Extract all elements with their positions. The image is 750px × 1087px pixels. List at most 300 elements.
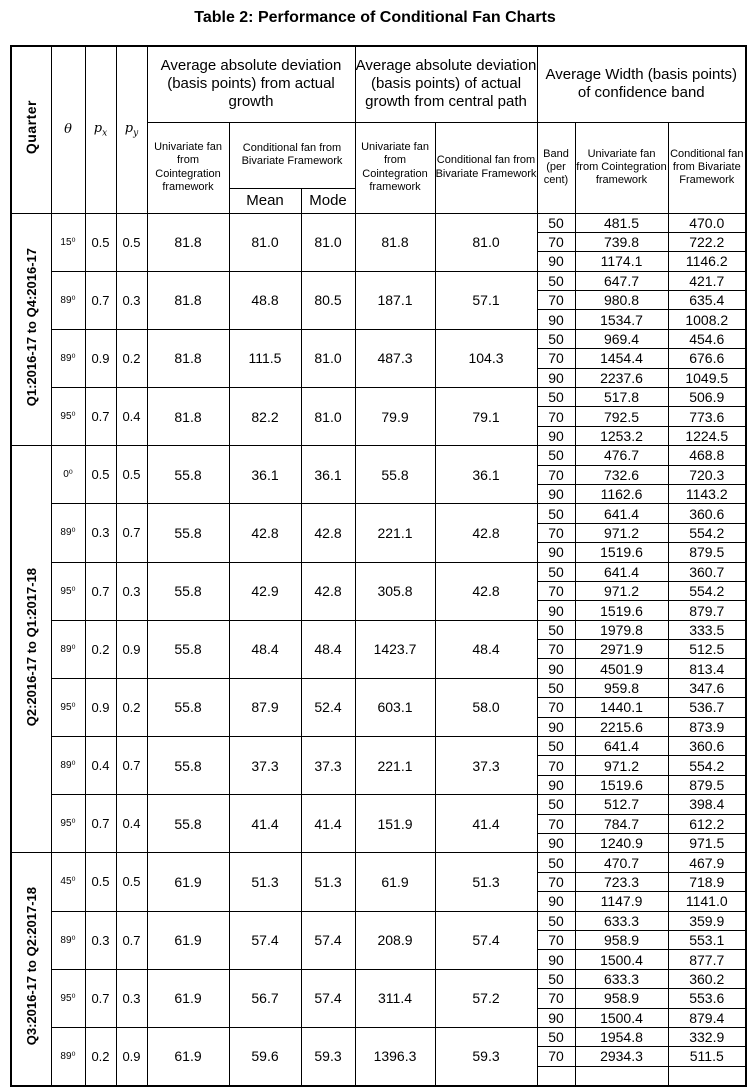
aad-mean-cell: 87.9 bbox=[229, 678, 301, 736]
band-row bbox=[11, 911, 746, 930]
aad-univariate-cell: 61.9 bbox=[147, 1027, 229, 1085]
px-cell: 0.7 bbox=[85, 795, 116, 853]
width-univariate-cell: 971.2 bbox=[575, 523, 668, 542]
aad-mean-cell: 51.3 bbox=[229, 853, 301, 911]
central-univariate-cell: 187.1 bbox=[355, 271, 435, 329]
table-title: Table 2: Performance of Conditional Fan Charts bbox=[194, 9, 556, 26]
aad-mean-cell: 42.9 bbox=[229, 562, 301, 620]
band-percent-cell: 90 bbox=[537, 1008, 575, 1027]
band-percent-cell: 90 bbox=[537, 775, 575, 794]
width-conditional-cell: 676.6 bbox=[668, 349, 746, 368]
central-univariate-cell: 151.9 bbox=[355, 795, 435, 853]
px-cell: 0.7 bbox=[85, 271, 116, 329]
band-percent-cell: 50 bbox=[537, 853, 575, 872]
band-percent-cell: 50 bbox=[537, 1027, 575, 1046]
px-base: p bbox=[93, 120, 103, 136]
width-conditional-cell: 347.6 bbox=[668, 678, 746, 697]
width-conditional-cell: 468.8 bbox=[668, 446, 746, 465]
px-cell: 0.3 bbox=[85, 911, 116, 969]
theta-cell: 89⁰ bbox=[51, 1027, 85, 1085]
aad-actual-growth-group-header: Average absolute deviation (basis points) from actual growth bbox=[147, 46, 355, 122]
width-univariate-cell: 481.5 bbox=[575, 213, 668, 232]
width-conditional-cell: 1049.5 bbox=[668, 368, 746, 387]
band-row bbox=[11, 388, 746, 407]
central-univariate-cell: 1423.7 bbox=[355, 620, 435, 678]
width-conditional-cell: 612.2 bbox=[668, 814, 746, 833]
width-conditional-cell: 873.9 bbox=[668, 717, 746, 736]
py-cell: 0.2 bbox=[116, 329, 147, 387]
band-row bbox=[11, 504, 746, 523]
central-conditional-cell: 48.4 bbox=[435, 620, 537, 678]
header-row-groups bbox=[11, 46, 746, 122]
mode-header: Mode bbox=[301, 188, 355, 213]
aad-mean-cell: 59.6 bbox=[229, 1027, 301, 1085]
width-univariate-cell: 1240.9 bbox=[575, 834, 668, 853]
central-univariate-cell: 1396.3 bbox=[355, 1027, 435, 1085]
band-row bbox=[11, 620, 746, 639]
band-percent-cell: 70 bbox=[537, 581, 575, 600]
central-conditional-cell: 42.8 bbox=[435, 562, 537, 620]
aad-univariate-cell: 55.8 bbox=[147, 504, 229, 562]
quarter-label: Q1:2016-17 to Q4:2016-17 bbox=[23, 247, 39, 406]
width-conditional-cell: 333.5 bbox=[668, 620, 746, 639]
width-univariate-cell: 958.9 bbox=[575, 930, 668, 949]
band-percent-cell: 50 bbox=[537, 329, 575, 348]
py-cell: 0.4 bbox=[116, 388, 147, 446]
theta-cell: 89⁰ bbox=[51, 504, 85, 562]
band-percent-cell: 70 bbox=[537, 814, 575, 833]
width-conditional-cell: 553.1 bbox=[668, 930, 746, 949]
width-univariate-cell: 641.4 bbox=[575, 562, 668, 581]
band-percent-cell: 50 bbox=[537, 388, 575, 407]
theta-cell: 95⁰ bbox=[51, 969, 85, 1027]
band-percent-cell: 50 bbox=[537, 562, 575, 581]
theta-cell: 89⁰ bbox=[51, 271, 85, 329]
width-univariate-cell: 1954.8 bbox=[575, 1027, 668, 1046]
quarter-cell bbox=[11, 853, 51, 1086]
band-percent-cell: 90 bbox=[537, 601, 575, 620]
py-cell: 0.5 bbox=[116, 446, 147, 504]
band-percent-cell: 50 bbox=[537, 446, 575, 465]
width-univariate-cell: 723.3 bbox=[575, 872, 668, 891]
width-conditional-cell: 773.6 bbox=[668, 407, 746, 426]
aad-mode-cell: 81.0 bbox=[301, 329, 355, 387]
aad-mode-cell: 42.8 bbox=[301, 504, 355, 562]
py-cell: 0.3 bbox=[116, 969, 147, 1027]
central-conditional-cell: 42.8 bbox=[435, 504, 537, 562]
width-univariate-cell: 1174.1 bbox=[575, 252, 668, 271]
aad-mean-cell: 48.8 bbox=[229, 271, 301, 329]
central-conditional-header: Conditional fan from Bivariate Framework bbox=[435, 122, 537, 213]
band-percent-cell: 50 bbox=[537, 969, 575, 988]
band-percent-cell: 90 bbox=[537, 717, 575, 736]
width-conditional-cell: 398.4 bbox=[668, 795, 746, 814]
width-univariate-cell: 1162.6 bbox=[575, 484, 668, 503]
quarter-cell bbox=[11, 213, 51, 446]
width-conditional-cell: 879.5 bbox=[668, 775, 746, 794]
width-univariate-cell: 2237.6 bbox=[575, 368, 668, 387]
py-cell: 0.7 bbox=[116, 911, 147, 969]
central-conditional-cell: 37.3 bbox=[435, 737, 537, 795]
aad-mode-cell: 41.4 bbox=[301, 795, 355, 853]
px-cell: 0.5 bbox=[85, 446, 116, 504]
width-conditional-cell: 360.7 bbox=[668, 562, 746, 581]
aad-mode-cell: 48.4 bbox=[301, 620, 355, 678]
width-univariate-cell: 1253.2 bbox=[575, 426, 668, 445]
width-conditional-cell: 553.6 bbox=[668, 989, 746, 1008]
band-percent-cell: 50 bbox=[537, 795, 575, 814]
aad-central-path-group-header: Average absolute deviation (basis points) of actual growth from central path bbox=[355, 46, 537, 122]
width-univariate-cell: 784.7 bbox=[575, 814, 668, 833]
central-univariate-cell: 487.3 bbox=[355, 329, 435, 387]
width-univariate-cell: 2934.3 bbox=[575, 1047, 668, 1066]
band-percent-cell: 70 bbox=[537, 756, 575, 775]
band-percent-cell: 50 bbox=[537, 213, 575, 232]
px-cell: 0.7 bbox=[85, 969, 116, 1027]
band-row bbox=[11, 446, 746, 465]
band-percent-cell: 70 bbox=[537, 930, 575, 949]
width-univariate-cell: 633.3 bbox=[575, 911, 668, 930]
aad-conditional-header: Conditional fan from Bivariate Framework bbox=[229, 122, 355, 188]
band-percent-cell: 50 bbox=[537, 271, 575, 290]
width-conditional-cell: 332.9 bbox=[668, 1027, 746, 1046]
band-percent-cell: 70 bbox=[537, 1047, 575, 1066]
py-column-header bbox=[116, 46, 147, 213]
aad-mean-cell: 111.5 bbox=[229, 329, 301, 387]
width-conditional-cell: 360.6 bbox=[668, 504, 746, 523]
width-conditional-cell: 877.7 bbox=[668, 950, 746, 969]
width-univariate-cell: 647.7 bbox=[575, 271, 668, 290]
band-row bbox=[11, 853, 746, 872]
band-row bbox=[11, 271, 746, 290]
band-percent-cell: 70 bbox=[537, 232, 575, 251]
px-cell: 0.5 bbox=[85, 853, 116, 911]
py-subscript: y bbox=[133, 128, 139, 139]
band-row bbox=[11, 213, 746, 232]
aad-mode-cell: 52.4 bbox=[301, 678, 355, 736]
width-univariate-cell: 641.4 bbox=[575, 504, 668, 523]
py-cell: 0.3 bbox=[116, 271, 147, 329]
theta-cell: 95⁰ bbox=[51, 562, 85, 620]
band-percent-cell: 70 bbox=[537, 349, 575, 368]
aad-mode-cell: 81.0 bbox=[301, 213, 355, 271]
conditional-fan-charts-table bbox=[10, 45, 747, 1087]
aad-mean-cell: 48.4 bbox=[229, 620, 301, 678]
band-percent-cell: 50 bbox=[537, 678, 575, 697]
central-univariate-cell: 221.1 bbox=[355, 737, 435, 795]
width-conditional-cell: 554.2 bbox=[668, 523, 746, 542]
width-univariate-cell: 739.8 bbox=[575, 232, 668, 251]
central-univariate-cell: 305.8 bbox=[355, 562, 435, 620]
theta-cell: 89⁰ bbox=[51, 620, 85, 678]
central-univariate-cell: 79.9 bbox=[355, 388, 435, 446]
aad-mean-cell: 82.2 bbox=[229, 388, 301, 446]
width-univariate-cell: 517.8 bbox=[575, 388, 668, 407]
width-univariate-cell: 4501.9 bbox=[575, 659, 668, 678]
width-univariate-cell: 2971.9 bbox=[575, 640, 668, 659]
aad-mode-cell: 51.3 bbox=[301, 853, 355, 911]
width-conditional-cell: 720.3 bbox=[668, 465, 746, 484]
band-percent-cell: 90 bbox=[537, 426, 575, 445]
band-percent-cell: 70 bbox=[537, 465, 575, 484]
aad-univariate-cell: 61.9 bbox=[147, 969, 229, 1027]
central-conditional-cell: 59.3 bbox=[435, 1027, 537, 1085]
band-percent-cell: 90 bbox=[537, 834, 575, 853]
theta-column-header: θ bbox=[51, 46, 85, 213]
aad-univariate-cell: 81.8 bbox=[147, 329, 229, 387]
width-conditional-cell: 421.7 bbox=[668, 271, 746, 290]
py-cell: 0.7 bbox=[116, 737, 147, 795]
quarter-cell bbox=[11, 446, 51, 853]
band-row bbox=[11, 1027, 746, 1046]
px-cell: 0.3 bbox=[85, 504, 116, 562]
width-univariate-cell: 470.7 bbox=[575, 853, 668, 872]
quarter-label: Q2:2016-17 to Q1:2017-18 bbox=[23, 567, 39, 726]
aad-univariate-cell: 55.8 bbox=[147, 795, 229, 853]
width-conditional-cell: 1143.2 bbox=[668, 484, 746, 503]
central-conditional-cell: 36.1 bbox=[435, 446, 537, 504]
table-body bbox=[11, 213, 746, 1086]
width-univariate-cell: 633.3 bbox=[575, 969, 668, 988]
width-conditional-cell: 813.4 bbox=[668, 659, 746, 678]
band-percent-cell bbox=[537, 1066, 575, 1085]
aad-mode-cell: 36.1 bbox=[301, 446, 355, 504]
width-univariate-cell: 980.8 bbox=[575, 291, 668, 310]
width-conditional-cell: 635.4 bbox=[668, 291, 746, 310]
band-percent-cell: 90 bbox=[537, 892, 575, 911]
aad-univariate-cell: 55.8 bbox=[147, 620, 229, 678]
aad-univariate-cell: 81.8 bbox=[147, 388, 229, 446]
py-cell: 0.9 bbox=[116, 620, 147, 678]
theta-cell: 95⁰ bbox=[51, 388, 85, 446]
quarter-column-header bbox=[11, 46, 51, 213]
aad-mode-cell: 80.5 bbox=[301, 271, 355, 329]
band-percent-cell: 90 bbox=[537, 543, 575, 562]
py-cell: 0.7 bbox=[116, 504, 147, 562]
width-conditional-cell: 718.9 bbox=[668, 872, 746, 891]
width-univariate-cell: 959.8 bbox=[575, 678, 668, 697]
central-univariate-cell: 81.8 bbox=[355, 213, 435, 271]
central-univariate-cell: 208.9 bbox=[355, 911, 435, 969]
central-conditional-cell: 104.3 bbox=[435, 329, 537, 387]
band-percent-cell: 70 bbox=[537, 291, 575, 310]
px-cell: 0.9 bbox=[85, 329, 116, 387]
width-univariate-cell: 732.6 bbox=[575, 465, 668, 484]
py-cell: 0.4 bbox=[116, 795, 147, 853]
band-percent-cell: 90 bbox=[537, 368, 575, 387]
px-cell: 0.2 bbox=[85, 620, 116, 678]
width-conditional-cell: 512.5 bbox=[668, 640, 746, 659]
band-row bbox=[11, 678, 746, 697]
quarter-label: Q3:2016-17 to Q2:2017-18 bbox=[23, 887, 39, 1046]
width-conditional-cell: 1008.2 bbox=[668, 310, 746, 329]
width-conditional-cell: 1224.5 bbox=[668, 426, 746, 445]
band-row bbox=[11, 562, 746, 581]
width-univariate-cell: 1519.6 bbox=[575, 543, 668, 562]
width-conditional-cell: 467.9 bbox=[668, 853, 746, 872]
aad-mode-cell: 81.0 bbox=[301, 388, 355, 446]
quarter-header-label: Quarter bbox=[23, 100, 40, 155]
central-conditional-cell: 58.0 bbox=[435, 678, 537, 736]
width-conditional-cell: 359.9 bbox=[668, 911, 746, 930]
width-univariate-cell: 969.4 bbox=[575, 329, 668, 348]
table-header bbox=[11, 46, 746, 213]
theta-cell: 95⁰ bbox=[51, 795, 85, 853]
width-univariate-header: Univariate fan from Cointegration framework bbox=[575, 122, 668, 213]
aad-mode-cell: 37.3 bbox=[301, 737, 355, 795]
theta-cell: 89⁰ bbox=[51, 911, 85, 969]
width-conditional-cell: 360.6 bbox=[668, 737, 746, 756]
width-conditional-cell: 360.2 bbox=[668, 969, 746, 988]
central-conditional-cell: 79.1 bbox=[435, 388, 537, 446]
aad-mean-cell: 36.1 bbox=[229, 446, 301, 504]
central-conditional-cell: 57.4 bbox=[435, 911, 537, 969]
px-cell: 0.9 bbox=[85, 678, 116, 736]
central-conditional-cell: 57.2 bbox=[435, 969, 537, 1027]
band-percent-cell: 70 bbox=[537, 640, 575, 659]
width-conditional-cell: 971.5 bbox=[668, 834, 746, 853]
central-conditional-cell: 51.3 bbox=[435, 853, 537, 911]
central-univariate-cell: 61.9 bbox=[355, 853, 435, 911]
mean-header: Mean bbox=[229, 188, 301, 213]
central-univariate-cell: 603.1 bbox=[355, 678, 435, 736]
px-cell: 0.4 bbox=[85, 737, 116, 795]
px-cell: 0.7 bbox=[85, 562, 116, 620]
band-percent-cell: 90 bbox=[537, 252, 575, 271]
py-cell: 0.5 bbox=[116, 213, 147, 271]
band-percent-cell: 50 bbox=[537, 911, 575, 930]
width-univariate-cell: 2215.6 bbox=[575, 717, 668, 736]
width-univariate-cell: 971.2 bbox=[575, 756, 668, 775]
px-column-header bbox=[85, 46, 116, 213]
theta-cell: 89⁰ bbox=[51, 737, 85, 795]
aad-mode-cell: 57.4 bbox=[301, 911, 355, 969]
aad-mode-cell: 59.3 bbox=[301, 1027, 355, 1085]
py-base: p bbox=[124, 120, 134, 136]
py-cell: 0.3 bbox=[116, 562, 147, 620]
width-conditional-cell: 536.7 bbox=[668, 698, 746, 717]
band-percent-header: Band (per cent) bbox=[537, 122, 575, 213]
py-cell: 0.5 bbox=[116, 853, 147, 911]
width-univariate-cell: 1500.4 bbox=[575, 1008, 668, 1027]
width-conditional-cell: 554.2 bbox=[668, 581, 746, 600]
width-conditional-cell: 879.4 bbox=[668, 1008, 746, 1027]
theta-cell: 0⁰ bbox=[51, 446, 85, 504]
band-percent-cell: 70 bbox=[537, 989, 575, 1008]
band-percent-cell: 90 bbox=[537, 484, 575, 503]
theta-cell: 45⁰ bbox=[51, 853, 85, 911]
aad-mode-cell: 57.4 bbox=[301, 969, 355, 1027]
central-conditional-cell: 81.0 bbox=[435, 213, 537, 271]
width-univariate-cell: 641.4 bbox=[575, 737, 668, 756]
band-row bbox=[11, 329, 746, 348]
width-conditional-header: Conditional fan from Bivariate Framework bbox=[668, 122, 746, 213]
band-percent-cell: 70 bbox=[537, 407, 575, 426]
width-conditional-cell: 554.2 bbox=[668, 756, 746, 775]
width-univariate-cell: 1500.4 bbox=[575, 950, 668, 969]
width-univariate-cell: 512.7 bbox=[575, 795, 668, 814]
band-percent-cell: 70 bbox=[537, 698, 575, 717]
width-univariate-cell: 971.2 bbox=[575, 581, 668, 600]
aad-univariate-cell: 55.8 bbox=[147, 737, 229, 795]
py-cell: 0.2 bbox=[116, 678, 147, 736]
width-univariate-cell: 1454.4 bbox=[575, 349, 668, 368]
aad-mean-cell: 56.7 bbox=[229, 969, 301, 1027]
width-conditional-cell: 1141.0 bbox=[668, 892, 746, 911]
width-univariate-cell: 1519.6 bbox=[575, 775, 668, 794]
width-univariate-cell: 1147.9 bbox=[575, 892, 668, 911]
theta-cell: 89⁰ bbox=[51, 329, 85, 387]
aad-mean-cell: 42.8 bbox=[229, 504, 301, 562]
central-univariate-cell: 311.4 bbox=[355, 969, 435, 1027]
width-conditional-cell bbox=[668, 1066, 746, 1085]
band-row bbox=[11, 795, 746, 814]
px-subscript: x bbox=[102, 128, 108, 139]
aad-univariate-cell: 61.9 bbox=[147, 853, 229, 911]
central-univariate-header: Univariate fan from Cointegration framework bbox=[355, 122, 435, 213]
central-univariate-cell: 55.8 bbox=[355, 446, 435, 504]
band-row bbox=[11, 737, 746, 756]
aad-univariate-cell: 81.8 bbox=[147, 271, 229, 329]
band-percent-cell: 90 bbox=[537, 310, 575, 329]
band-percent-cell: 50 bbox=[537, 504, 575, 523]
width-conditional-cell: 454.6 bbox=[668, 329, 746, 348]
average-width-group-header: Average Width (basis points) of confidence band bbox=[537, 46, 746, 122]
width-conditional-cell: 506.9 bbox=[668, 388, 746, 407]
band-percent-cell: 70 bbox=[537, 872, 575, 891]
width-univariate-cell bbox=[575, 1066, 668, 1085]
width-conditional-cell: 722.2 bbox=[668, 232, 746, 251]
band-percent-cell: 90 bbox=[537, 950, 575, 969]
width-conditional-cell: 1146.2 bbox=[668, 252, 746, 271]
aad-univariate-header: Univariate fan from Cointegration framework bbox=[147, 122, 229, 213]
px-cell: 0.2 bbox=[85, 1027, 116, 1085]
band-percent-cell: 50 bbox=[537, 737, 575, 756]
central-conditional-cell: 41.4 bbox=[435, 795, 537, 853]
width-conditional-cell: 470.0 bbox=[668, 213, 746, 232]
theta-cell: 15⁰ bbox=[51, 213, 85, 271]
central-univariate-cell: 221.1 bbox=[355, 504, 435, 562]
band-row bbox=[11, 969, 746, 988]
band-percent-cell: 50 bbox=[537, 620, 575, 639]
px-cell: 0.5 bbox=[85, 213, 116, 271]
aad-univariate-cell: 55.8 bbox=[147, 446, 229, 504]
band-percent-cell: 90 bbox=[537, 659, 575, 678]
aad-mean-cell: 57.4 bbox=[229, 911, 301, 969]
theta-cell: 95⁰ bbox=[51, 678, 85, 736]
width-univariate-cell: 958.9 bbox=[575, 989, 668, 1008]
px-cell: 0.7 bbox=[85, 388, 116, 446]
width-univariate-cell: 1440.1 bbox=[575, 698, 668, 717]
width-univariate-cell: 1519.6 bbox=[575, 601, 668, 620]
width-univariate-cell: 476.7 bbox=[575, 446, 668, 465]
band-percent-cell: 70 bbox=[537, 523, 575, 542]
aad-univariate-cell: 55.8 bbox=[147, 562, 229, 620]
aad-univariate-cell: 61.9 bbox=[147, 911, 229, 969]
aad-univariate-cell: 81.8 bbox=[147, 213, 229, 271]
width-univariate-cell: 1534.7 bbox=[575, 310, 668, 329]
aad-univariate-cell: 55.8 bbox=[147, 678, 229, 736]
width-conditional-cell: 879.5 bbox=[668, 543, 746, 562]
central-conditional-cell: 57.1 bbox=[435, 271, 537, 329]
aad-mean-cell: 41.4 bbox=[229, 795, 301, 853]
width-univariate-cell: 1979.8 bbox=[575, 620, 668, 639]
aad-mean-cell: 81.0 bbox=[229, 213, 301, 271]
aad-mean-cell: 37.3 bbox=[229, 737, 301, 795]
width-conditional-cell: 511.5 bbox=[668, 1047, 746, 1066]
py-cell: 0.9 bbox=[116, 1027, 147, 1085]
width-conditional-cell: 879.7 bbox=[668, 601, 746, 620]
